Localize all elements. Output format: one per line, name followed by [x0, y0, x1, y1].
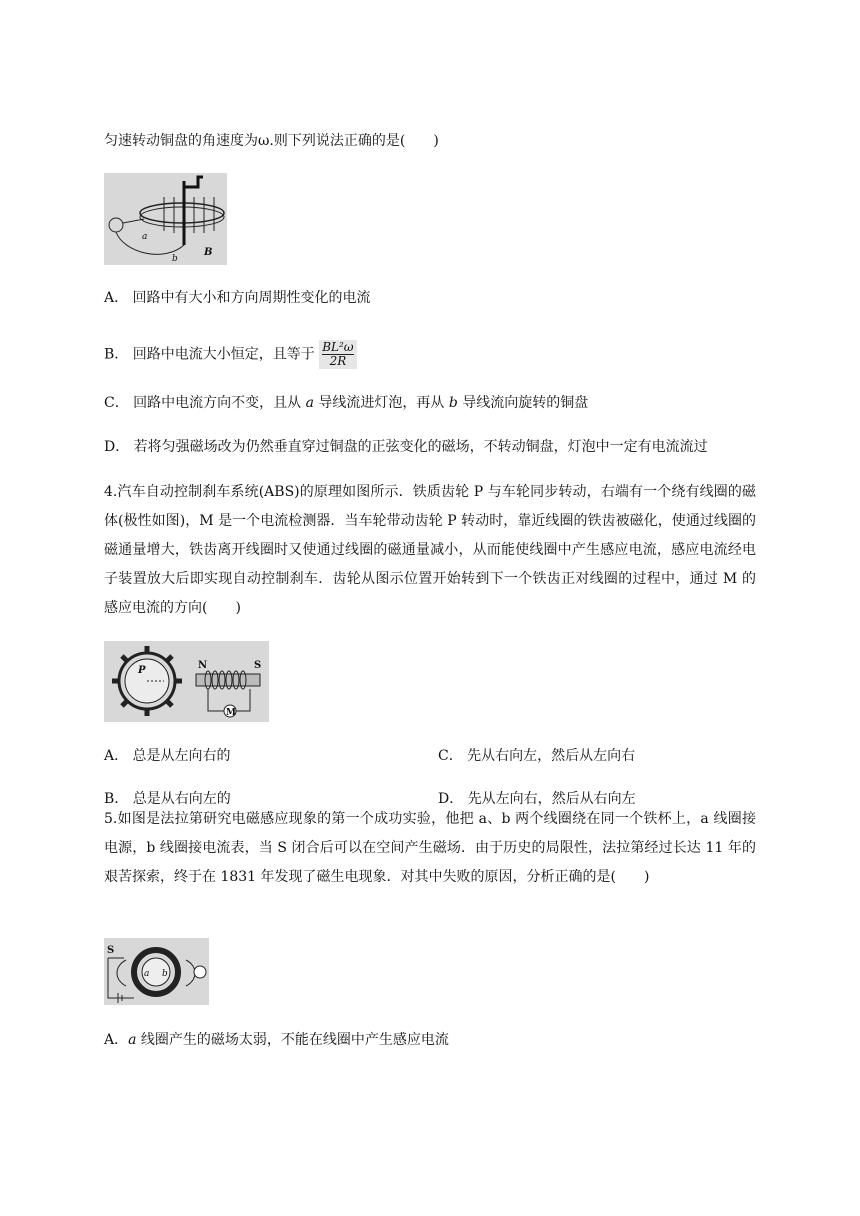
q3-figure-label-a: a: [142, 232, 148, 242]
q4-option-a: A． 总是从左向右的: [104, 748, 231, 764]
q4-option-c: C． 先从右向左，然后从左向右: [438, 748, 636, 764]
q3-stem: 匀速转动铜盘的角速度为ω.则下列说法正确的是( ): [104, 133, 439, 149]
q4-stem: 4.汽车自动控制刹车系统(ABS)的原理如图所示．铁质齿轮 P 与车轮同步转动，右端有一个绕有线圈的磁体(极性如图)，M 是一个电流检测器．当车轮带动齿轮 P 转动时，靠近线圈的铁齿被磁化，使通过线圈的磁通量增大，铁齿离开线圈时又使通过线圈的磁通量减小，从而能使线圈中产生感应电流，感应电流经电子装置放大后即实现自动控制刹车．齿轮从图示位置开始转到下一个铁齿正对线圈的过程中，通过 M 的感应电流的方向( ): [104, 484, 756, 616]
formula-denominator: 2R: [329, 354, 347, 368]
q5-option-a-text: 线圈产生的磁场太弱，不能在线圈中产生感应电流: [136, 1032, 449, 1048]
q3-option-a: A． 回路中有大小和方向周期性变化的电流: [104, 290, 371, 306]
q5-figure-label-b: b: [162, 969, 168, 979]
q4-figure-label-S: S: [254, 660, 262, 671]
q5-figure-label-S: S: [107, 945, 115, 956]
q3-option-c: [104, 393, 588, 413]
q3-option-c-var-a: a: [305, 395, 314, 411]
q4-option-b: B． 总是从右向左的: [104, 791, 231, 807]
q5-faraday-figure: [104, 938, 209, 1005]
q3-option-b-formula: [319, 340, 356, 369]
q5-option-a: [104, 1030, 449, 1050]
q5-option-a-label: A．: [104, 1032, 129, 1048]
q3-option-c-part3: 导线流向旋转的铜盘: [457, 395, 589, 411]
q3-figure-label-b: b: [172, 254, 178, 264]
q4-option-d: D． 先从左向右，然后从右向左: [438, 791, 636, 807]
q5-stem: 5.如图是法拉第研究电磁感应现象的第一个成功实验，他把 a、b 两个线圈绕在同一个铁杯上，a 线圈接电源，b 线圈接电流表，当 S 闭合后可以在空间产生磁场．由于历史的局限性，法拉第经过长达 11 年的艰苦探索，终于在 1831 年发现了磁生电现象．对其中失败的原因，分析正确的是( ): [104, 811, 756, 885]
q3-option-d: D． 若将匀强磁场改为仍然垂直穿过铜盘的正弦变化的磁场，不转动铜盘，灯泡中一定有电流流过: [104, 439, 708, 455]
q5-figure-label-a: a: [144, 969, 150, 979]
q5-option-a-var-a: a: [128, 1032, 137, 1048]
q4-abs-figure: [104, 641, 269, 722]
q3-option-c-var-b: b: [448, 395, 458, 411]
q3-option-c-part2: 导线流进灯泡，再从: [313, 395, 449, 411]
q3-copper-disk-figure: [104, 173, 227, 265]
q3-option-b-text: B． 回路中电流大小恒定，且等于: [104, 346, 315, 363]
q3-option-c-part1: C． 回路中电流方向不变，且从: [104, 395, 306, 411]
formula-numerator: BL²ω: [322, 340, 354, 354]
q4-figure-label-M: M: [226, 708, 236, 718]
q3-figure-label-B: B: [204, 247, 213, 258]
q4-figure-label-N: N: [198, 660, 208, 671]
q3-option-b: [104, 340, 357, 369]
q4-figure-label-P: P: [138, 665, 146, 676]
